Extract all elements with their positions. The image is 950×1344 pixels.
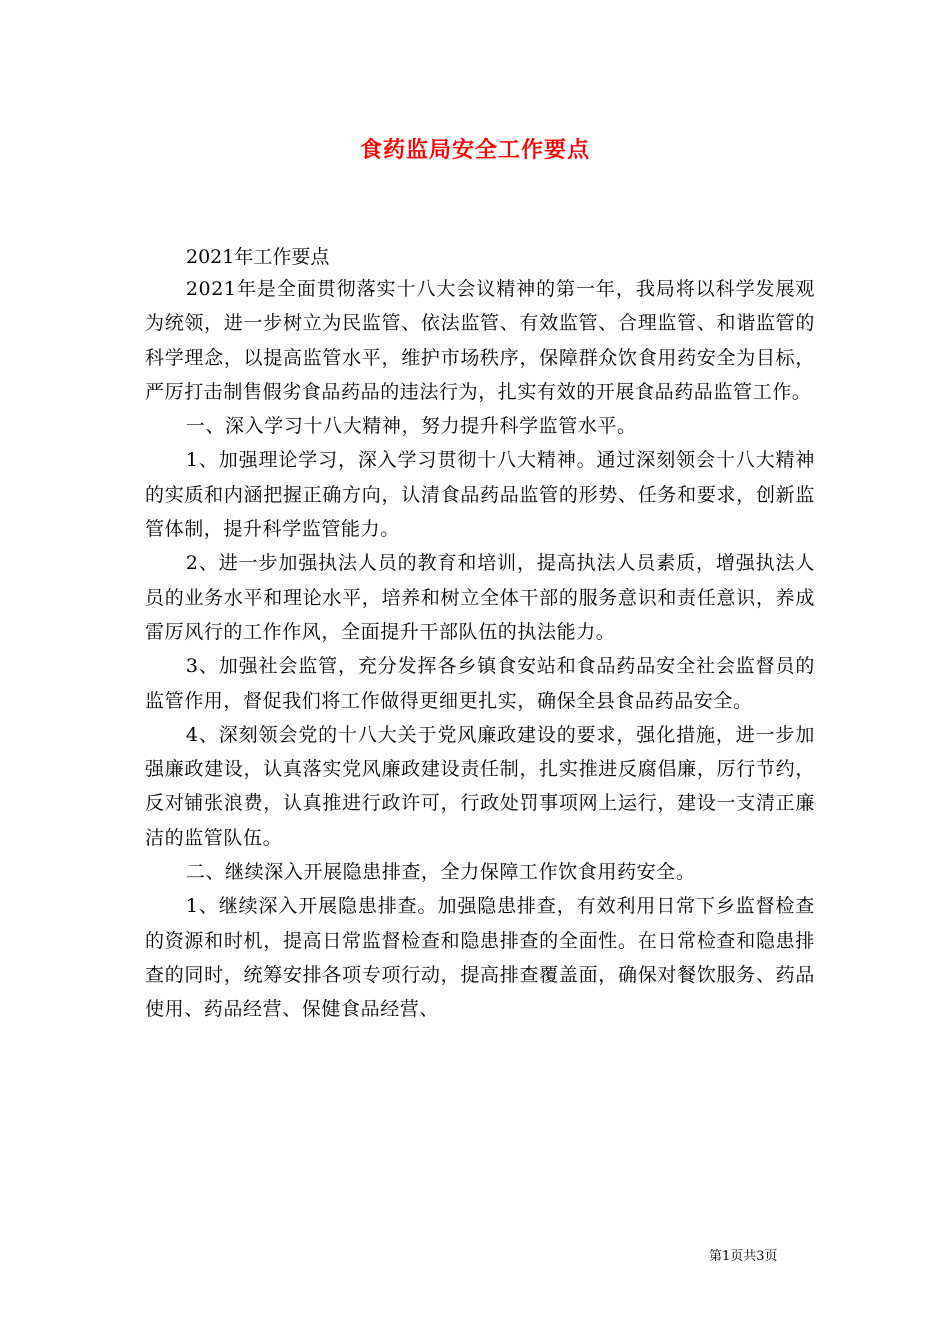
paragraph: 一、深入学习十八大精神，努力提升科学监管水平。 [185,415,637,438]
section-heading: 2021年工作要点 [186,246,330,268]
page-number: 第1页共3页 [709,1249,778,1264]
paragraph: 1、加强理论学习，深入学习贯彻十八大精神。通过深刻领会十八大精神的实质和内涵把握正确方向，认清食品药品监管的形势、任务和要求，创新监管体制，提升科学监管能力。 [145,449,815,541]
paragraph: 2、进一步加强执法人员的教育和培训，提高执法人员素质，增强执法人员的业务水平和理论水平，培养和树立全体干部的服务意识和责任意识，养成雷厉风行的工作作风，全面提升干部队伍的执法能力。 [145,552,815,643]
paragraph: 二、继续深入开展隐患排查，全力保障工作饮食用药安全。 [185,861,696,884]
paragraph: 2021年是全面贯彻落实十八大会议精神的第一年，我局将以科学发展观为统领，进一步树立为民监管、依法监管、有效监管、合理监管、和谐监管的科学理念，以提高监管水平，维护市场秩序，保障群众饮食用药安全为目标，严厉打击制售假劣食品药品的违法行为，扎实有效的开展食品药品监管工作。 [145,278,815,403]
document-title: 食药监局安全工作要点 [359,137,590,163]
document-body [145,272,815,1027]
paragraph: 4、深刻领会党的十八大关于党风廉政建设的要求，强化措施，进一步加强廉政建设，认真落实党风廉政建设责任制，扎实推进反腐倡廉，厉行节约，反对铺张浪费，认真推进行政许可，行政处罚事项网上运行，建设一支清正廉洁的监管队伍。 [145,723,815,849]
paragraph: 3、加强社会监管，充分发挥各乡镇食安站和食品药品安全社会监督员的监管作用，督促我们将工作做得更细更扎实，确保全县食品药品安全。 [145,655,815,712]
paragraph: 1、继续深入开展隐患排查。加强隐患排查，有效利用日常下乡监督检查的资源和时机，提高日常监督检查和隐患排查的全面性。在日常检查和隐患排查的同时，统筹安排各项专项行动，提高排查覆盖面，确保对餐饮服务、药品使用、药品经营、保健食品经营、 [145,895,815,1021]
